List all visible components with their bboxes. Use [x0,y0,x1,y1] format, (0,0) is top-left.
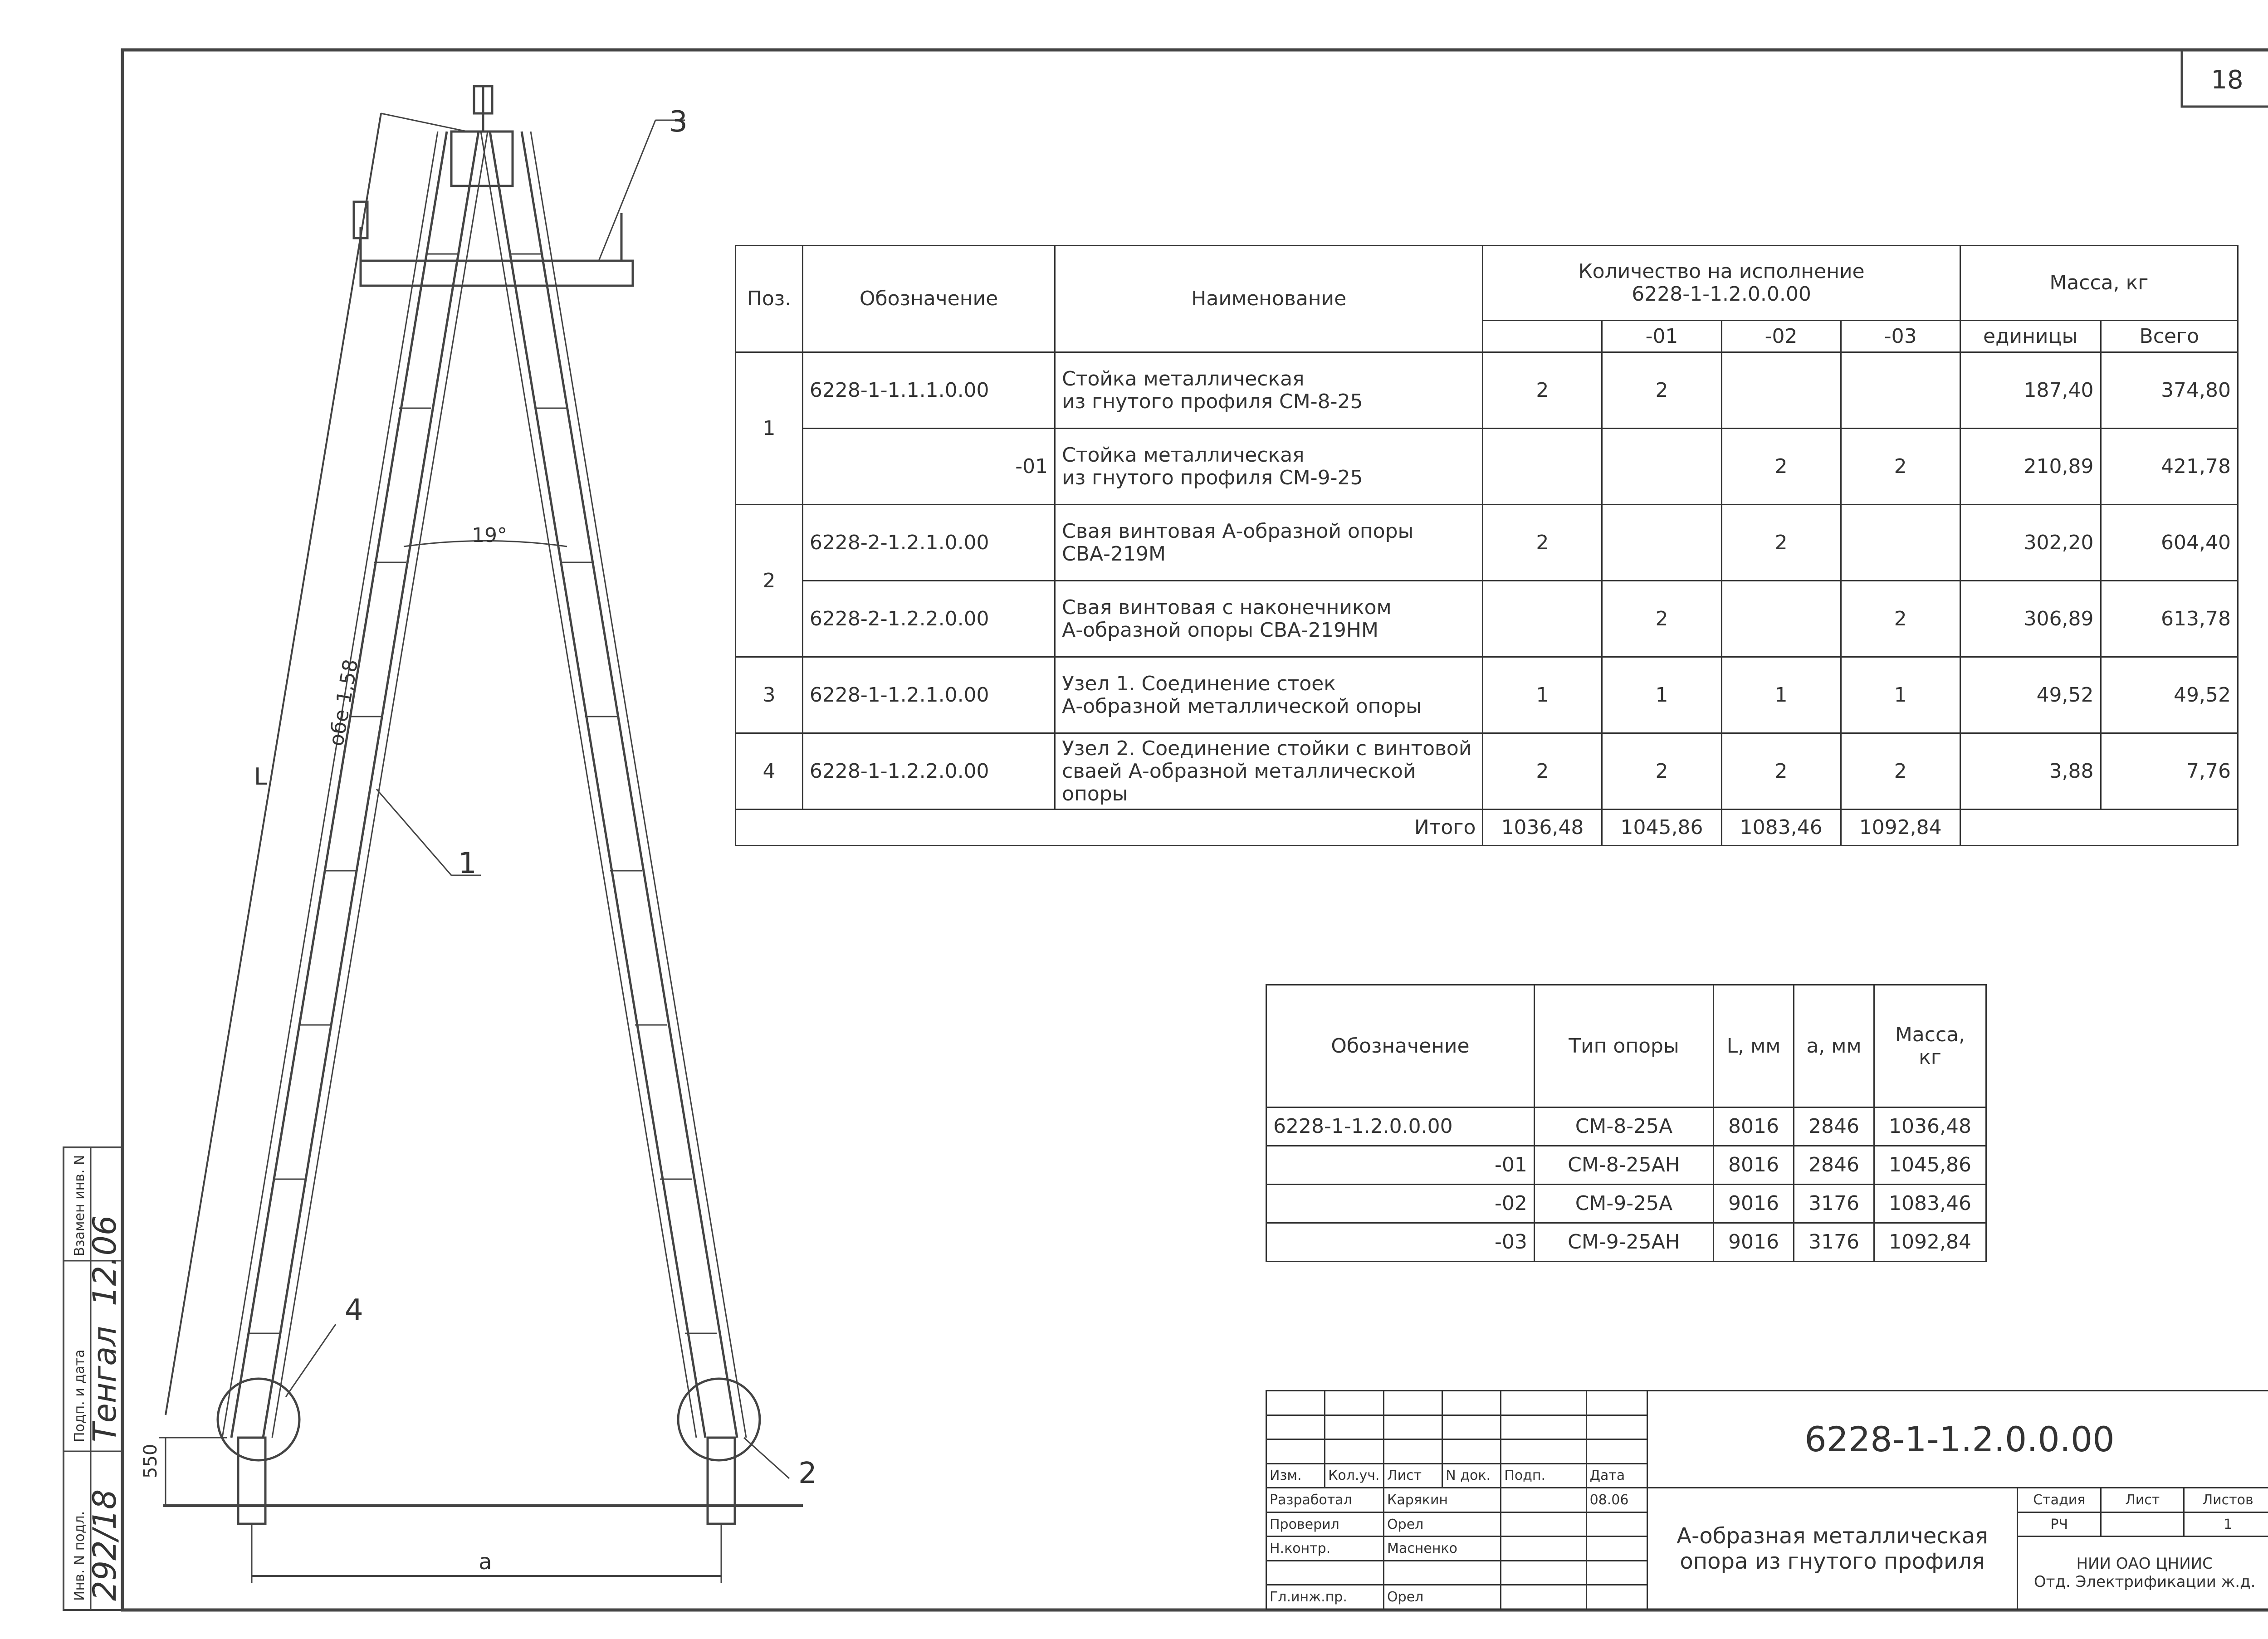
cell-unit-mass: 302,20 [1960,505,2101,581]
cell-q: 1 [1721,657,1841,733]
right-leg [481,132,746,1438]
node-right [678,1379,760,1460]
table-row [1266,1107,1986,1146]
node-4-left [218,1379,299,1460]
tb-sheet-label: Лист [2101,1488,2184,1512]
cell-q: 2 [1721,429,1841,505]
cell-q: 2 [1483,505,1602,581]
type-cell: 8016 [1714,1146,1794,1185]
cell-name: Свая винтовая А-образной опоры СВА-219М [1055,505,1483,581]
tb-stage: РЧ [2018,1512,2101,1537]
table-row [1266,1223,1986,1262]
cell-total-mass: 604,40 [2101,505,2238,581]
cell-designation: -01 [802,429,1055,505]
cell-pos: 1 [736,352,803,505]
type-cell: 2846 [1794,1146,1874,1185]
cell-q [1721,581,1841,657]
cell-designation: 6228-1-1.2.2.0.00 [802,733,1055,810]
type-hdr-l: L, мм [1714,985,1794,1107]
cell-name: Стойка металлическая из гнутого профиля СМ-8-25 [1055,352,1483,429]
stamp-sign-date: Подп. и дата [72,1349,88,1442]
tb-role: Проверил [1266,1512,1384,1537]
cell-q: 1 [1483,657,1602,733]
type-cell: -01 [1266,1146,1535,1185]
type-cell: 1083,46 [1874,1185,1986,1223]
tb-col-koluch: Кол.уч. [1325,1463,1384,1488]
cell-q: 2 [1483,733,1602,810]
cell-designation: 6228-2-1.2.2.0.00 [802,581,1055,657]
hdr-pos: Поз. [736,246,803,352]
angle-label: 19° [472,524,507,547]
type-cell: 8016 [1714,1107,1794,1146]
cell-designation: 6228-1-1.1.1.0.00 [802,352,1055,429]
table-row [736,733,2238,810]
cell-q: 1 [1841,657,1960,733]
cell-pos: 2 [736,505,803,657]
total-2: 1083,46 [1721,810,1841,846]
type-cell: СМ-9-25А [1534,1185,1713,1223]
cell-unit-mass: 187,40 [1960,352,2101,429]
hdr-name: Наименование [1055,246,1483,352]
tb-title: А-образная металлическая опора из гнутого профиля [1647,1488,2017,1610]
cell-q: 2 [1602,733,1721,810]
stamp-inv-value: 292/18 [86,1489,123,1601]
type-cell: 9016 [1714,1185,1794,1223]
hdr-mass: Масса, кг [1960,246,2238,321]
type-cell: 1092,84 [1874,1223,1986,1262]
type-table [1266,984,1987,1262]
crossarm [361,261,633,286]
cell-q: 2 [1721,733,1841,810]
hdr-quantity [1483,246,1960,321]
cell-unit-mass: 306,89 [1960,581,2101,657]
cell-q: 2 [1841,581,1960,657]
hdr-quantity-label: Количество на исполнение [1578,260,1865,283]
cell-q: 2 [1483,352,1602,429]
type-hdr-type: Тип опоры [1534,985,1713,1107]
cell-name: Свая винтовая с наконечником А-образной опоры СВА-219НМ [1055,581,1483,657]
cell-unit-mass: 3,88 [1960,733,2101,810]
stamp-inv-orig: Инв. N подл. [72,1511,88,1601]
tb-sheets-label: Листов [2184,1488,2268,1512]
cell-q [1483,581,1602,657]
table-row [736,581,2238,657]
spacing-label: a [479,1549,492,1575]
type-cell: 6228-1-1.2.0.0.00 [1266,1107,1535,1146]
tb-col-ndok: N док. [1442,1463,1501,1488]
cell-unit-mass: 210,89 [1960,429,2101,505]
cell-q [1841,352,1960,429]
hdr-mass-total: Всего [2101,321,2238,352]
cell-q [1483,429,1602,505]
tb-person: Карякин [1384,1488,1501,1512]
title-code: 6228-1-1.2.0.0.00 [1647,1391,2268,1488]
length-dimension [166,113,381,1415]
length-label: L [254,763,267,790]
total-0: 1036,48 [1483,810,1602,846]
type-cell: СМ-8-25АН [1534,1146,1713,1185]
cell-q [1602,505,1721,581]
hdr-mass-unit: единицы [1960,321,2101,352]
tb-person: Орел [1384,1512,1501,1537]
cell-total-mass: 374,80 [2101,352,2238,429]
tb-org: НИИ ОАО ЦНИИС Отд. Электрификации ж.д. [2018,1537,2268,1610]
cell-total-mass: 613,78 [2101,581,2238,657]
table-row [736,352,2238,429]
cell-name: Стойка металлическая из гнутого профиля СМ-9-25 [1055,429,1483,505]
tb-role: Гл.инж.пр. [1266,1585,1384,1610]
type-cell: 9016 [1714,1223,1794,1262]
callout-4: 4 [345,1293,363,1327]
tb-sheets: 1 [2184,1512,2268,1537]
cell-total-mass: 421,78 [2101,429,2238,505]
left-pile [238,1438,265,1524]
tb-col-izm: Изм. [1266,1463,1325,1488]
type-cell: СМ-9-25АН [1534,1223,1713,1262]
sheet-number: 18 [2211,65,2244,95]
tb-col-list: Лист [1384,1463,1442,1488]
cell-designation: 6228-2-1.2.1.0.00 [802,505,1055,581]
hdr-var-2: -02 [1721,321,1841,352]
table-row [1266,1185,1986,1223]
cell-q [1602,429,1721,505]
tb-person: Масненко [1384,1537,1501,1561]
type-cell: СМ-8-25А [1534,1107,1713,1146]
callout-3: 3 [669,105,688,139]
table-row [736,657,2238,733]
total-empty [1960,810,2238,846]
tb-stage-label: Стадия [2018,1488,2101,1512]
type-cell: 3176 [1794,1185,1874,1223]
totals-row [736,810,2238,846]
cell-pos: 4 [736,733,803,810]
table-row [1266,1146,1986,1185]
cell-q: 1 [1602,657,1721,733]
type-cell: 1036,48 [1874,1107,1986,1146]
cell-q: 2 [1841,429,1960,505]
total-label: Итого [736,810,1483,846]
hdr-designation: Обозначение [802,246,1055,352]
tb-col-date: Дата [1586,1463,1647,1488]
cell-pos: 3 [736,657,803,733]
cell-name: Узел 2. Соединение стойки с винтовой сваей А-образной металлической опоры [1055,733,1483,810]
table-row [736,505,2238,581]
type-hdr-a: a, мм [1794,985,1874,1107]
type-cell: -02 [1266,1185,1535,1223]
type-cell: 2846 [1794,1107,1874,1146]
hdr-var-1: -01 [1602,321,1721,352]
tb-col-podp: Подп. [1501,1463,1586,1488]
cell-q: 2 [1721,505,1841,581]
cell-q [1841,505,1960,581]
cell-total-mass: 49,52 [2101,657,2238,733]
total-1: 1045,86 [1602,810,1721,846]
type-cell: 3176 [1794,1223,1874,1262]
slope-label: обе 1,58 [324,657,363,748]
type-cell: -03 [1266,1223,1535,1262]
stamp-date-value: 12.06 [86,1215,123,1306]
callout-2: 2 [798,1457,817,1490]
tb-role: Н.контр. [1266,1537,1384,1561]
cell-q: 2 [1841,733,1960,810]
cell-q: 2 [1602,581,1721,657]
depth-label: 550 [140,1444,161,1478]
hdr-var-3: -03 [1841,321,1960,352]
table-row [736,429,2238,505]
right-pile [708,1438,735,1524]
cell-unit-mass: 49,52 [1960,657,2101,733]
callout-1: 1 [458,847,477,880]
stamp-sign-value: Тенгал [86,1326,123,1442]
cell-total-mass: 7,76 [2101,733,2238,810]
type-hdr-designation: Обозначение [1266,985,1535,1107]
tb-date: 08.06 [1586,1488,1647,1512]
cell-designation: 6228-1-1.2.1.0.00 [802,657,1055,733]
hdr-var-0 [1483,321,1602,352]
type-hdr-mass: Масса, кг [1874,985,1986,1107]
cell-q: 2 [1602,352,1721,429]
cell-name: Узел 1. Соединение стоек А-образной металлической опоры [1055,657,1483,733]
hdr-quantity-code: 6228-1-1.2.0.0.00 [1632,283,1811,306]
tb-person: Орел [1384,1585,1501,1610]
spec-table [735,245,2239,846]
total-3: 1092,84 [1841,810,1960,846]
title-block [1266,1390,2268,1610]
stamp-inv-repl: Взамен инв. N [72,1155,88,1256]
tb-role: Разработал [1266,1488,1384,1512]
type-cell: 1045,86 [1874,1146,1986,1185]
cell-q [1721,352,1841,429]
